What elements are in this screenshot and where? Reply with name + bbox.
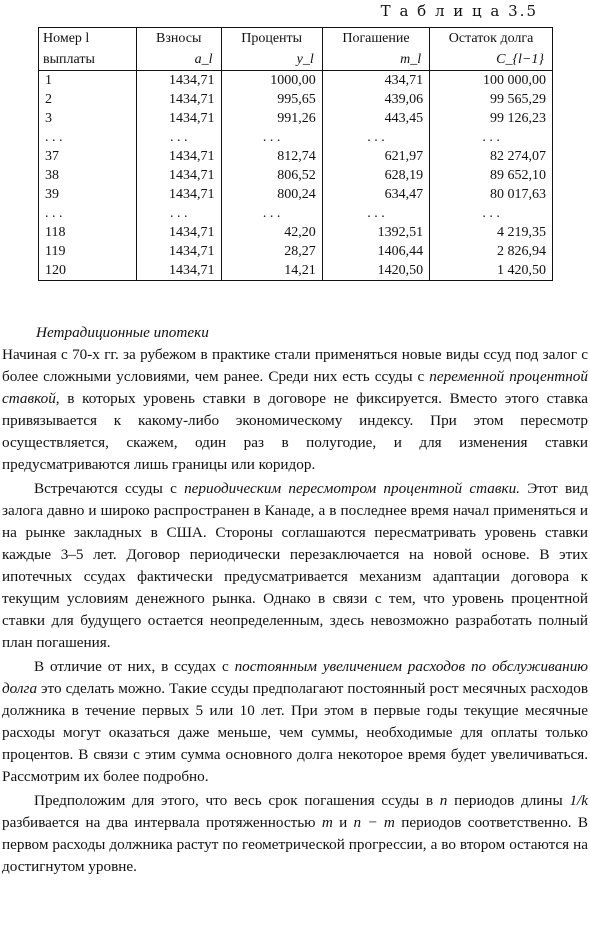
p4-text-b: периодов длины	[447, 792, 570, 809]
p2-text-b: Этот вид залога давно и широко распространен в Канаде, а в последнее время начал применяться и на рынке закладных в США. Стороны соглашаются пересматривать уровень ставки каждые 3–5 лет. Договор периодически перезаключается на новой основе. В этих ипотечных ссудах фактически предусматривается механизм адаптации договора к текущим условиям денежного рынка. Однако в связи с тем, что уровень процентной ставки для будущего остается неопределенным, здесь невозможно разработать полный план погашения.	[2, 480, 588, 651]
paragraph-3	[2, 656, 588, 788]
table-cell: 995,65	[221, 90, 322, 109]
table-cell: 82 274,07	[430, 147, 553, 166]
table-row	[39, 204, 553, 223]
table-row	[39, 261, 553, 281]
table-cell: 806,52	[221, 166, 322, 185]
table-cell: . . .	[39, 128, 137, 147]
table-row	[39, 166, 553, 185]
table-cell: 800,24	[221, 185, 322, 204]
p1-text-b: , в которых уровень ставки в договоре не фиксируется. Вместо этого ставка привязывается к какому-либо экономическому индексу. При этом пересмотр осуществляется, скажем, один раз в полугодие, и для изменения ставки предусматриваются лишь границы или коридор.	[2, 390, 588, 473]
p4-var-m: m	[321, 814, 333, 831]
table-cell: 1434,71	[136, 109, 221, 128]
p1-emphasis: переменной процентной ставкой	[2, 368, 588, 407]
table-cell: . . .	[430, 128, 553, 147]
table-cell: 80 017,63	[430, 185, 553, 204]
table-row	[39, 147, 553, 166]
p4-text-d: и	[332, 814, 354, 831]
section-heading: Нетрадиционные ипотеки	[36, 324, 209, 341]
table-cell: . . .	[430, 204, 553, 223]
table-cell: 1434,71	[136, 71, 221, 91]
p3-emphasis: постоянным увеличением расходов по обслуживанию долга	[2, 658, 588, 697]
table-cell: . . .	[322, 128, 429, 147]
table-cell: 634,47	[322, 185, 429, 204]
table-row	[39, 128, 553, 147]
p2-emphasis: периодическим пересмотром процентной ставки.	[184, 480, 520, 497]
table-cell: 14,21	[221, 261, 322, 281]
paragraph-4	[2, 790, 588, 878]
paragraph-1	[2, 344, 588, 476]
table-cell: 39	[39, 185, 137, 204]
p4-text-e: периодов соответственно. В первом расходы должника растут по геометрической прогрессии, а во втором остаются на достигнутом уровне.	[2, 814, 589, 875]
table-cell: 2	[39, 90, 137, 109]
table-cell: 1434,71	[136, 166, 221, 185]
table-row	[39, 109, 553, 128]
table-row	[39, 242, 553, 261]
table-cell: 1 420,50	[430, 261, 553, 281]
p1-text-a: Начиная с 70-х гг. за рубежом в практике стали применяться новые виды ссуд под залог с более сложными условиями, чем ранее. Среди них есть ссуды с	[2, 346, 588, 385]
table-cell: 621,97	[322, 147, 429, 166]
table-cell: 1000,00	[221, 71, 322, 91]
table-cell: . . .	[221, 204, 322, 223]
table-cell: 119	[39, 242, 137, 261]
table-cell: 439,06	[322, 90, 429, 109]
table-row	[39, 223, 553, 242]
body-text	[2, 322, 588, 878]
table-cell: 1434,71	[136, 185, 221, 204]
header-repayment: Погашение	[322, 28, 429, 50]
p3-text-b: это сделать можно. Такие ссуды предполагают постоянный рост месячных расходов должника в течение первых 5 или 10 лет. При этом в первые годы текущие месячные расходы могут оказаться даже меньше, чем суммы, необходимые для оплаты только процентов. В связи с этим сумма основного долга некоторое время будет увеличиваться. Рассмотрим их более подробно.	[2, 680, 588, 785]
table-cell: . . .	[136, 204, 221, 223]
table-cell: 2 826,94	[430, 242, 553, 261]
table-cell: 37	[39, 147, 137, 166]
table-cell: 1434,71	[136, 147, 221, 166]
table-cell: 1	[39, 71, 137, 91]
p3-text-a: В отличие от них, в ссудах с	[34, 658, 235, 675]
table-cell: 120	[39, 261, 137, 281]
p2-text-a: Встречаются ссуды с	[34, 480, 185, 497]
p4-var-n: n	[439, 792, 448, 809]
table-row	[39, 185, 553, 204]
table-cell: 1434,71	[136, 223, 221, 242]
table-header-row-top	[39, 28, 553, 50]
table-cell: 434,71	[322, 71, 429, 91]
table-cell: 991,26	[221, 109, 322, 128]
table-cell: 4 219,35	[430, 223, 553, 242]
table-cell: 38	[39, 166, 137, 185]
table-cell: 812,74	[221, 147, 322, 166]
header-interest: Проценты	[221, 28, 322, 50]
table-row	[39, 71, 553, 91]
table-cell: . . .	[322, 204, 429, 223]
table-cell: 99 126,23	[430, 109, 553, 128]
table-cell: 89 652,10	[430, 166, 553, 185]
header-symbol-m: m_l	[322, 49, 429, 71]
table-header-row-bottom	[39, 49, 553, 71]
table-cell: 99 565,29	[430, 90, 553, 109]
p4-var-nm: n − m	[353, 814, 395, 831]
amortization-table	[38, 27, 553, 281]
table-cell: 42,20	[221, 223, 322, 242]
header-installments: Взносы	[136, 28, 221, 50]
paragraph-2	[2, 478, 588, 654]
table-cell: 1420,50	[322, 261, 429, 281]
table-cell: . . .	[39, 204, 137, 223]
table-cell: 1434,71	[136, 90, 221, 109]
table-cell: 100 000,00	[430, 71, 553, 91]
header-payment-number: Номер l	[39, 28, 137, 50]
p4-var-frac: 1/k	[569, 792, 588, 809]
table-cell: 3	[39, 109, 137, 128]
header-balance: Остаток долга	[430, 28, 553, 50]
p4-text-a: Предположим для этого, что весь срок погашения ссуды в	[34, 792, 440, 809]
header-payment-label: выплаты	[39, 49, 137, 71]
table-row	[39, 90, 553, 109]
header-symbol-y: y_l	[221, 49, 322, 71]
table-cell: 1434,71	[136, 261, 221, 281]
table-cell: 28,27	[221, 242, 322, 261]
table-cell: 1406,44	[322, 242, 429, 261]
table-caption: Т а б л и ц а 3.5	[380, 2, 538, 20]
table-cell: 443,45	[322, 109, 429, 128]
table-cell: 118	[39, 223, 137, 242]
table-cell: . . .	[136, 128, 221, 147]
table-cell: 1434,71	[136, 242, 221, 261]
header-symbol-a: a_l	[136, 49, 221, 71]
header-symbol-c: C_{l−1}	[430, 49, 553, 71]
table-cell: 1392,51	[322, 223, 429, 242]
p4-text-c: разбивается на два интервала протяженностью	[2, 814, 322, 831]
table-cell: . . .	[221, 128, 322, 147]
table-cell: 628,19	[322, 166, 429, 185]
